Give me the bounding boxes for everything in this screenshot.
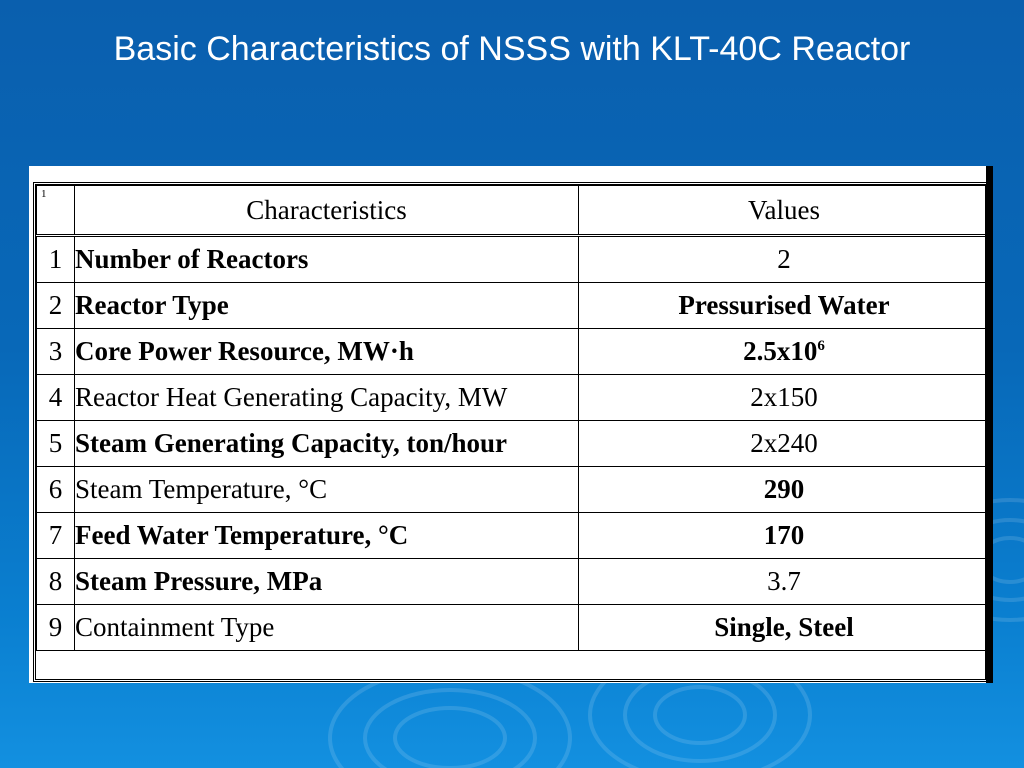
row-value: 2x150: [579, 375, 990, 421]
row-value: 2.5x10: [743, 336, 818, 366]
row-characteristic: Containment Type: [75, 605, 579, 651]
row-number: 7: [37, 513, 75, 559]
row-number: 9: [37, 605, 75, 651]
table-row: [37, 559, 990, 605]
characteristics-table: [36, 185, 990, 651]
row-number: 8: [37, 559, 75, 605]
row-value: 2: [579, 236, 990, 283]
table-panel: [29, 166, 986, 683]
row-characteristic: Core Power Resource, MW·h: [75, 329, 579, 375]
row-value: 170: [579, 513, 990, 559]
row-characteristic: Feed Water Temperature, °C: [75, 513, 579, 559]
row-characteristic: Steam Pressure, MPa: [75, 559, 579, 605]
row-value: 290: [579, 467, 990, 513]
row-number: 5: [37, 421, 75, 467]
row-value-cell: [579, 329, 990, 375]
table-frame: [33, 182, 988, 682]
row-value: 3.7: [579, 559, 990, 605]
table-row: [37, 467, 990, 513]
table-row: [37, 513, 990, 559]
slide-title: Basic Characteristics of NSSS with KLT-40C Reactor: [113, 30, 911, 68]
table-row: [37, 283, 990, 329]
table-header-row: [37, 186, 990, 236]
row-characteristic: Reactor Heat Generating Capacity, MW: [75, 375, 579, 421]
table-row: [37, 605, 990, 651]
table-row: [37, 236, 990, 283]
header-values: Values: [579, 186, 990, 236]
row-characteristic: Reactor Type: [75, 283, 579, 329]
row-value-exponent: 6: [817, 338, 825, 354]
corner-label: 1: [37, 186, 75, 236]
row-number: 2: [37, 283, 75, 329]
header-characteristics: Characteristics: [75, 186, 579, 236]
row-number: 4: [37, 375, 75, 421]
row-value: 2x240: [579, 421, 990, 467]
table-row: [37, 421, 990, 467]
row-characteristic: Number of Reactors: [75, 236, 579, 283]
row-number: 1: [37, 236, 75, 283]
row-number: 6: [37, 467, 75, 513]
row-value: Single, Steel: [579, 605, 990, 651]
row-characteristic: Steam Temperature, °C: [75, 467, 579, 513]
table-row: [37, 329, 990, 375]
row-value: Pressurised Water: [579, 283, 990, 329]
row-number: 3: [37, 329, 75, 375]
row-characteristic: Steam Generating Capacity, ton/hour: [75, 421, 579, 467]
table-row: [37, 375, 990, 421]
